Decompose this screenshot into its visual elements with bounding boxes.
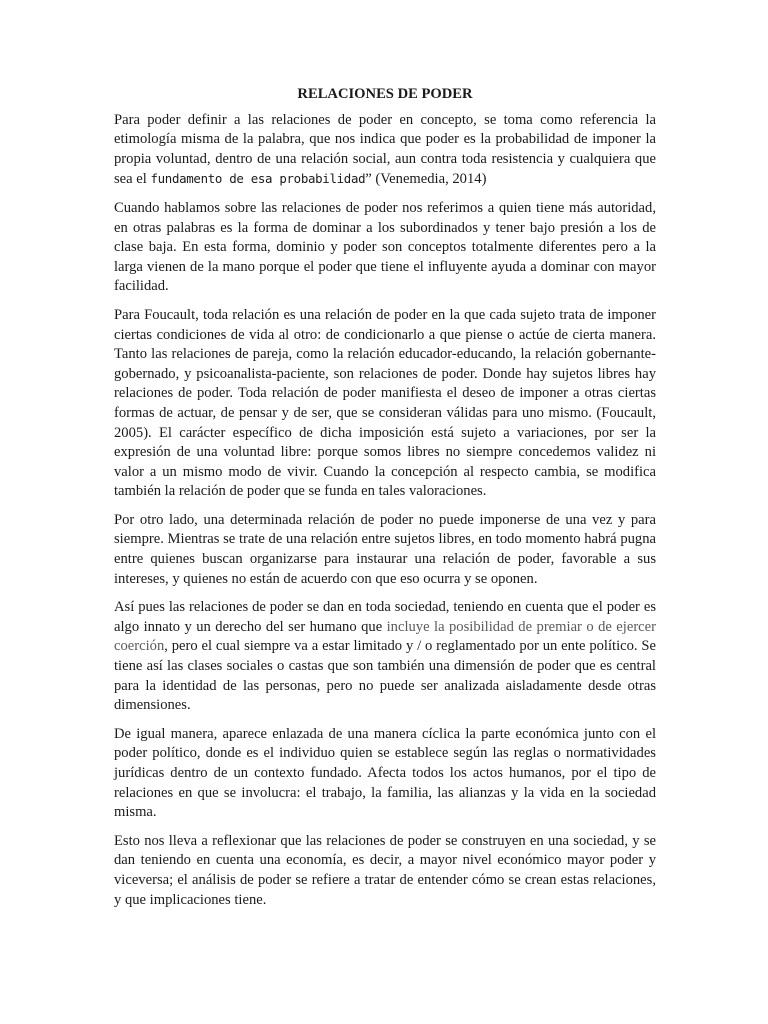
- document-title: RELACIONES DE PODER: [297, 86, 473, 102]
- paragraph-6: De igual manera, aparece enlazada de una manera cíclica la parte económica junto con el poder político, donde es el individuo quien se establece según las reglas o normatividades jurídicas dentro de un contexto fundado. Afecta todos los actos humanos, por el tipo de relaciones en que se involucra: el trabajo, la familia, las alianzas y la vida en la sociedad misma.: [114, 725, 656, 821]
- paragraph-5: [114, 598, 656, 716]
- paragraph-2: Cuando hablamos sobre las relaciones de poder nos referimos a quien tiene más autoridad, en otras palabras es la forma de dominar a los subordinados y tener bajo presión a los de clase baja. En esta forma, dominio y poder son conceptos totalmente diferentes pero a la larga vienen de la mano porque el poder que tiene el influyente ayuda a dominar con mayor facilidad.: [114, 199, 656, 295]
- paragraph-1-text: Para poder definir a las relaciones de poder en concepto, se toma como referencia la etimología misma de la palabra, que nos indica que poder es la probabilidad de imponer la propia voluntad, dentro de una relación social, aun contra toda resistencia y cualquiera que sea el: [114, 111, 656, 188]
- paragraph-5-highlight: incluye la posibilidad de premiar o de ejercer coerción: [114, 618, 656, 655]
- paragraph-5-text: Así pues las relaciones de poder se dan en toda sociedad, teniendo en cuenta que el poder es algo innato y un derecho del ser humano que: [114, 599, 656, 635]
- paragraph-1-citation: ” (Venemedia, 2014): [365, 171, 487, 188]
- paragraph-4: Por otro lado, una determinada relación de poder no puede imponerse de una vez y para siempre. Mientras se trate de una relación entre sujetos libres, en todo momento habrá pugna entre quienes buscan organizarse para instaurar una relación de poder, favorable a sus intereses, y quienes no están de acuerdo con que eso ocurra y se oponen.: [114, 511, 656, 587]
- paragraph-3: Para Foucault, toda relación es una relación de poder en la que cada sujeto trata de imponer ciertas condiciones de vida al otro: de condicionarlo a que piense o actúe de cierta manera. Tanto las relaciones de pareja, como la relación educador-educando, la relación gobernante-gobernado, y psicoanalista-paciente, son relaciones de poder. Donde hay sujetos libres hay relaciones de poder. Toda relación de poder manifiesta el deseo de imponer a otras ciertas formas de actuar, de pensar y de ser, que se consideran válidas para uno mismo. (Foucault, 2005). El carácter específico de dicha imposición está sujeto a variaciones, por ser la expresión de una voluntad libre: porque somos libres no siempre concedemos validez ni valor a un mismo modo de vivir. Cuando la concepción al respecto cambia, se modifica también la relación de poder que se funda en tales valoraciones.: [114, 306, 656, 500]
- paragraph-1: [114, 111, 656, 190]
- document-body: [114, 85, 656, 919]
- paragraph-7: Esto nos lleva a reflexionar que las relaciones de poder se construyen en una sociedad, y se dan teniendo en cuenta una economía, es decir, a mayor nivel económico mayor poder y viceversa; el análisis de poder se refiere a tratar de entender cómo se crean estas relaciones, y que implicaciones tiene.: [114, 832, 656, 908]
- paragraph-5-text-end: , pero el cual siempre va a estar limitado y / o reglamentado por un ente político. Se tiene así las clases sociales o castas que son también una dimensión de poder que es central para la identidad de las personas, pero no puede ser analizada aisladamente desde otras dimensiones.: [114, 638, 656, 714]
- paragraph-1-quote-end: fundamento de esa probabilidad: [150, 171, 366, 187]
